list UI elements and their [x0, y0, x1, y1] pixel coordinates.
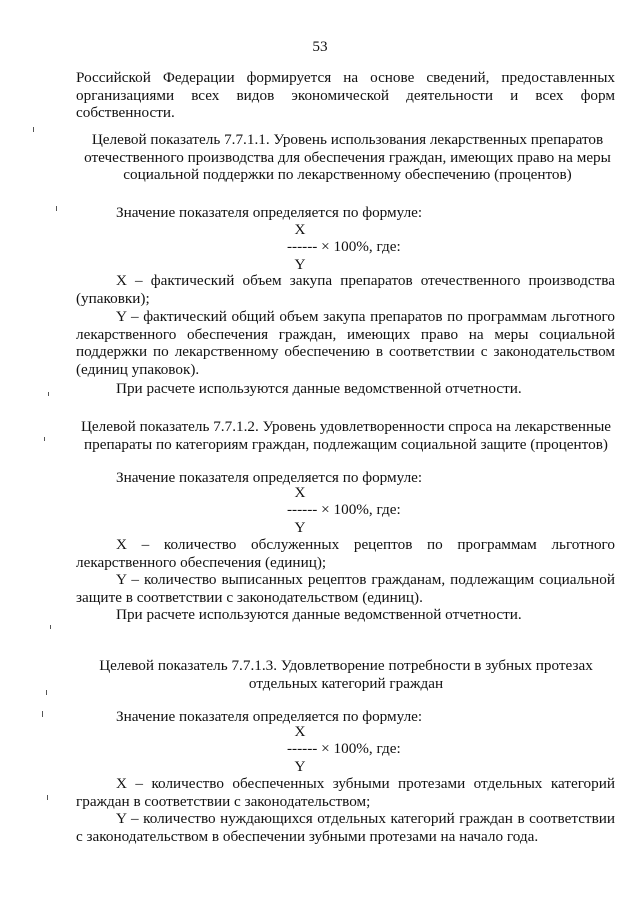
scan-speck — [50, 625, 51, 629]
scan-speck — [42, 711, 43, 717]
definition-y-1: Y – фактический общий объем закупа препаратов по программам льготного лекарственного обеспечения граждан, имеющих право на меры социальной поддержки по лекарственному обеспечению в соответствии с законодательством (единиц упаковок). — [76, 308, 615, 378]
formula-line: ------ × 100%, где: — [287, 238, 401, 255]
scan-speck — [33, 127, 34, 132]
scan-speck — [48, 392, 49, 396]
formula-denominator: Y — [294, 519, 306, 536]
scan-speck — [44, 437, 45, 441]
formula-intro-1: Значение показателя определяется по формуле: — [116, 204, 423, 221]
formula-numerator: X — [294, 221, 306, 238]
definition-x-3: X – количество обеспеченных зубными протезами отдельных категорий граждан в соответствии с законодательством; — [76, 775, 615, 810]
formula-denominator: Y — [294, 758, 306, 775]
scan-speck — [56, 206, 57, 211]
section-heading-2: Целевой показатель 7.7.1.2. Уровень удовлетворенности спроса на лекарственные препараты по категориям граждан, подлежащим социальной защите (процентов) — [80, 418, 612, 453]
intro-paragraph: Российской Федерации формируется на основе сведений, предоставленных организациями всех видов экономической деятельности и всех форм собственности. — [76, 69, 615, 122]
note-2: При расчете используются данные ведомственной отчетности. — [116, 606, 522, 623]
definition-y-3: Y – количество нуждающихся отдельных категорий граждан в соответствии с законодательством в обеспечении зубными протезами на начало года. — [76, 810, 615, 845]
formula-line: ------ × 100%, где: — [287, 501, 401, 518]
scan-speck — [47, 795, 48, 800]
definition-x-2: X – количество обслуженных рецептов по программам льготного лекарственного обеспечения (единиц); — [76, 536, 615, 571]
scan-speck — [46, 690, 47, 695]
formula-line: ------ × 100%, где: — [287, 740, 401, 757]
formula-numerator: X — [294, 484, 306, 501]
formula-intro-3: Значение показателя определяется по формуле: — [116, 708, 423, 725]
page-number: 53 — [312, 38, 328, 55]
formula-denominator: Y — [294, 256, 306, 273]
formula-numerator: X — [294, 723, 306, 740]
section-heading-1: Целевой показатель 7.7.1.1. Уровень использования лекарственных препаратов отечественного производства для обеспечения граждан, имеющих право на меры социальной поддержки по лекарственному обеспечению (процентов) — [84, 131, 611, 184]
note-1: При расчете используются данные ведомственной отчетности. — [116, 380, 522, 397]
section-heading-3: Целевой показатель 7.7.1.3. Удовлетворение потребности в зубных протезах отдельных категорий граждан — [99, 657, 593, 692]
definition-y-2: Y – количество выписанных рецептов гражданам, подлежащим социальной защите в соответствии с законодательством (единиц). — [76, 571, 615, 606]
formula-intro-2: Значение показателя определяется по формуле: — [116, 469, 423, 486]
definition-x-1: X – фактический объем закупа препаратов отечественного производства (упаковки); — [76, 272, 615, 307]
